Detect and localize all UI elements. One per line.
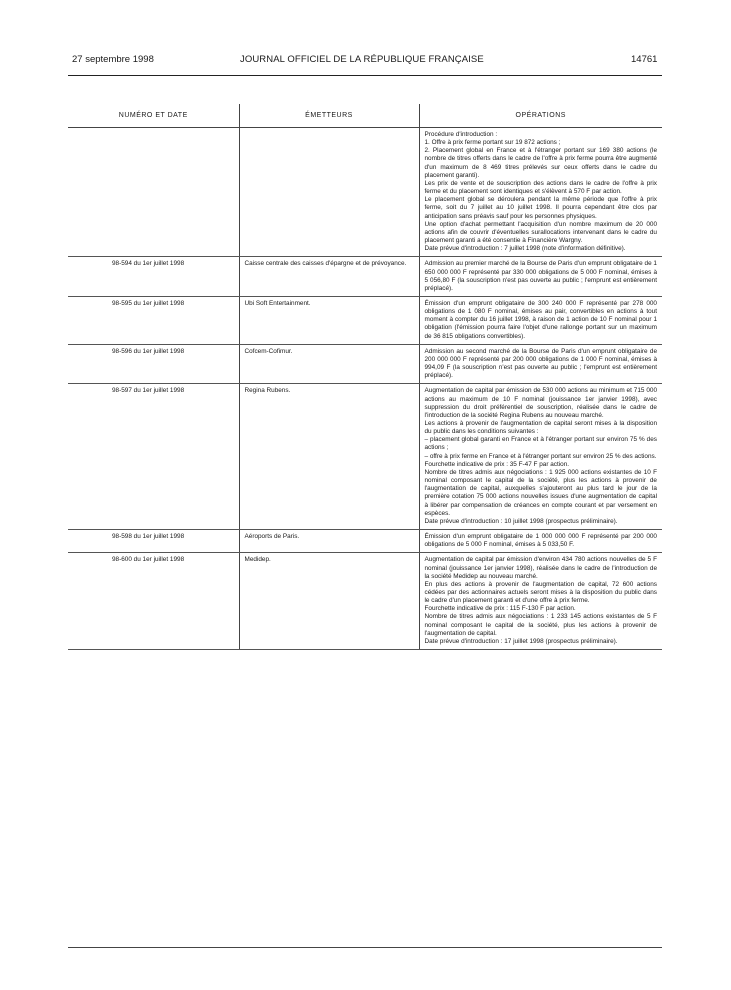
issuer-name: Aéroports de Paris.: [239, 530, 419, 553]
operation-paragraph: Émission d'un emprunt obligataire de 300 240 000 F représenté par 278 000 obligations de 1 080 F nominal, émises au pair, convertibles en actions à tout moment à compter du 16 juillet 1998, à raison de 1 action de 10 F nominal pour 1 obligation (l'émission pourra faire l'objet d'une rallonge portant sur un maximum de 36 815 obligations convertibles).: [424, 299, 657, 340]
operation-paragraph: Augmentation de capital par émission d'environ 434 780 actions nouvelles de 5 F nominal (jouissance 1er janvier 1998), réalisée dans le cadre de l'introduction de la société Medidep au nouveau marché.: [424, 556, 657, 580]
issuer-name: Regina Rubens.: [239, 384, 419, 530]
operation-paragraph: En plus des actions à provenir de l'augmentation de capital, 72 600 actions cédées par des actionnaires actuels seront mises à la disposition du public dans le cadre d'un placement garanti et d'une offre à prix ferme.: [424, 580, 657, 605]
operation-number: 98-596 du 1er juillet 1998: [68, 344, 239, 384]
operation-description: [419, 296, 662, 344]
operations-table: [68, 104, 662, 650]
operation-paragraph: 1. Offre à prix ferme portant sur 19 872 actions ;: [424, 139, 561, 147]
operation-paragraph: Nombre de titres admis aux négociations : 1 925 000 actions existantes de 10 F nominal composant le capital de la société, plus les actions à provenir de l'augmentation de capital, auxquelles s'ajouteront au plus tard le jour de la première cotation 75 000 actions nouvelles issues d'une augmentation de capital à libérer par compensation de créances en compte courant et par versement en espèces.: [424, 468, 657, 517]
operation-description: [419, 530, 662, 553]
operation-number: 98-597 du 1er juillet 1998: [68, 384, 239, 530]
journal-title: JOURNAL OFFICIEL DE LA RÉPUBLIQUE FRANÇAISE: [240, 54, 484, 65]
operation-description: [419, 344, 662, 384]
issuer-name: Ubi Soft Entertainment.: [239, 296, 419, 344]
operation-description: [419, 553, 662, 650]
header-rule: [68, 75, 662, 76]
operation-paragraph: Une option d'achat permettant l'acquisition d'un nombre maximum de 20 000 actions afin de couvrir d'éventuelles surallocations intervenant dans le cadre du placement garanti a été consentie à Financière Wargny.: [424, 220, 657, 245]
table-row: [68, 257, 662, 297]
operation-paragraph: Admission au second marché de la Bourse de Paris d'un emprunt obligataire de 200 000 000 F représenté par 200 000 obligations de 1 000 F nominal, émises à 994,09 F (la souscription n'est pas ouverte au public ; l'emprunt est entièrement préplacé).: [424, 347, 657, 380]
issuer-name: Caisse centrale des caisses d'épargne et de prévoyance.: [239, 257, 419, 297]
issue-date: 27 septembre 1998: [72, 54, 154, 65]
table-header-row: [68, 104, 662, 128]
column-header-operations: OPÉRATIONS: [419, 104, 662, 128]
operation-paragraph: Date prévue d'introduction : 10 juillet 1998 (prospectus préliminaire).: [424, 517, 618, 525]
table-row: [68, 296, 662, 344]
issuer-name: [239, 128, 419, 257]
column-header-emetteurs: ÉMETTEURS: [239, 104, 419, 128]
operation-paragraph: Les actions à provenir de l'augmentation de capital seront mises à la disposition du public dans les conditions suivantes :: [424, 420, 657, 436]
table-row: [68, 128, 662, 257]
table-row: [68, 384, 662, 530]
issuer-name: Medidep.: [239, 553, 419, 650]
operation-paragraph: Émission d'un emprunt obligataire de 1 000 000 000 F représenté par 200 000 obligations de 5 000 F nominal, émises à 5 033,50 F.: [424, 533, 657, 549]
operation-paragraph: Date prévue d'introduction : 17 juillet 1998 (prospectus préliminaire).: [424, 637, 618, 645]
operation-paragraph: – offre à prix ferme en France et à l'étranger portant sur environ 25 % des actions.: [424, 452, 657, 460]
column-header-numero: NUMÉRO ET DATE: [68, 104, 239, 128]
table-row: [68, 553, 662, 650]
operation-paragraph: Procédure d'introduction :: [424, 131, 498, 138]
operation-paragraph: Augmentation de capital par émission de 530 000 actions au minimum et 715 000 actions au maximum de 10 F nominal (jouissance 1er janvier 1998), avec suppression du droit préférentiel de souscription, réalisée dans le cadre de l'introduction de la société Regina Rubens au nouveau marché.: [424, 387, 657, 419]
table-row: [68, 530, 662, 553]
operation-number: 98-598 du 1er juillet 1998: [68, 530, 239, 553]
page-number: 14761: [631, 54, 658, 65]
operation-paragraph: Fourchette indicative de prix : 115 F-130 F par action.: [424, 605, 576, 613]
operation-paragraph: Admission au premier marché de la Bourse de Paris d'un emprunt obligataire de 1 650 000 000 F représenté par 330 000 obligations de 5 000 F nominal, émises à 5 056,80 F (la souscription n'est pas ouverte au public ; l'emprunt est entièrement préplacé).: [424, 260, 657, 292]
operation-description: [419, 257, 662, 297]
operation-description: [419, 128, 662, 257]
issuer-name: Cofcem-Cofimur.: [239, 344, 419, 384]
table-row: [68, 344, 662, 384]
table-bottom-rule: [68, 947, 662, 948]
operation-paragraph: Le placement global se déroulera pendant la même période que l'offre à prix ferme, soit du 7 juillet au 10 juillet 1998. Il pourra cependant être clos par anticipation sans préavis sauf pour les personnes physiques.: [424, 196, 657, 220]
operation-paragraph: 2. Placement global en France et à l'étranger portant sur 169 380 actions (le nombre de titres offerts dans le cadre de l'offre à prix ferme pourra être augmenté d'un maximum de 8 469 titres prélevés sur ceux offerts dans le cadre du placement garanti).: [424, 147, 657, 179]
operation-number: 98-594 du 1er juillet 1998: [68, 257, 239, 297]
operation-number: [68, 128, 239, 257]
operation-paragraph: Date prévue d'introduction : 7 juillet 1998 (note d'information définitive).: [424, 245, 626, 253]
operation-paragraph: Nombre de titres admis aux négociations : 1 233 145 actions existantes de 5 F nominal composant le capital de la société, plus les actions à provenir de l'augmentation de capital.: [424, 613, 657, 637]
operation-number: 98-595 du 1er juillet 1998: [68, 296, 239, 344]
operation-number: 98-600 du 1er juillet 1998: [68, 553, 239, 650]
operation-paragraph: Les prix de vente et de souscription des actions dans le cadre de l'offre à prix ferme et du placement sont identiques et s'élèvent à 570 F par action.: [424, 179, 657, 196]
operation-description: [419, 384, 662, 530]
operation-paragraph: – placement global garanti en France et à l'étranger portant sur environ 75 % des actions ;: [424, 436, 657, 452]
operation-paragraph: Fourchette indicative de prix : 35 F-47 F par action.: [424, 460, 570, 468]
